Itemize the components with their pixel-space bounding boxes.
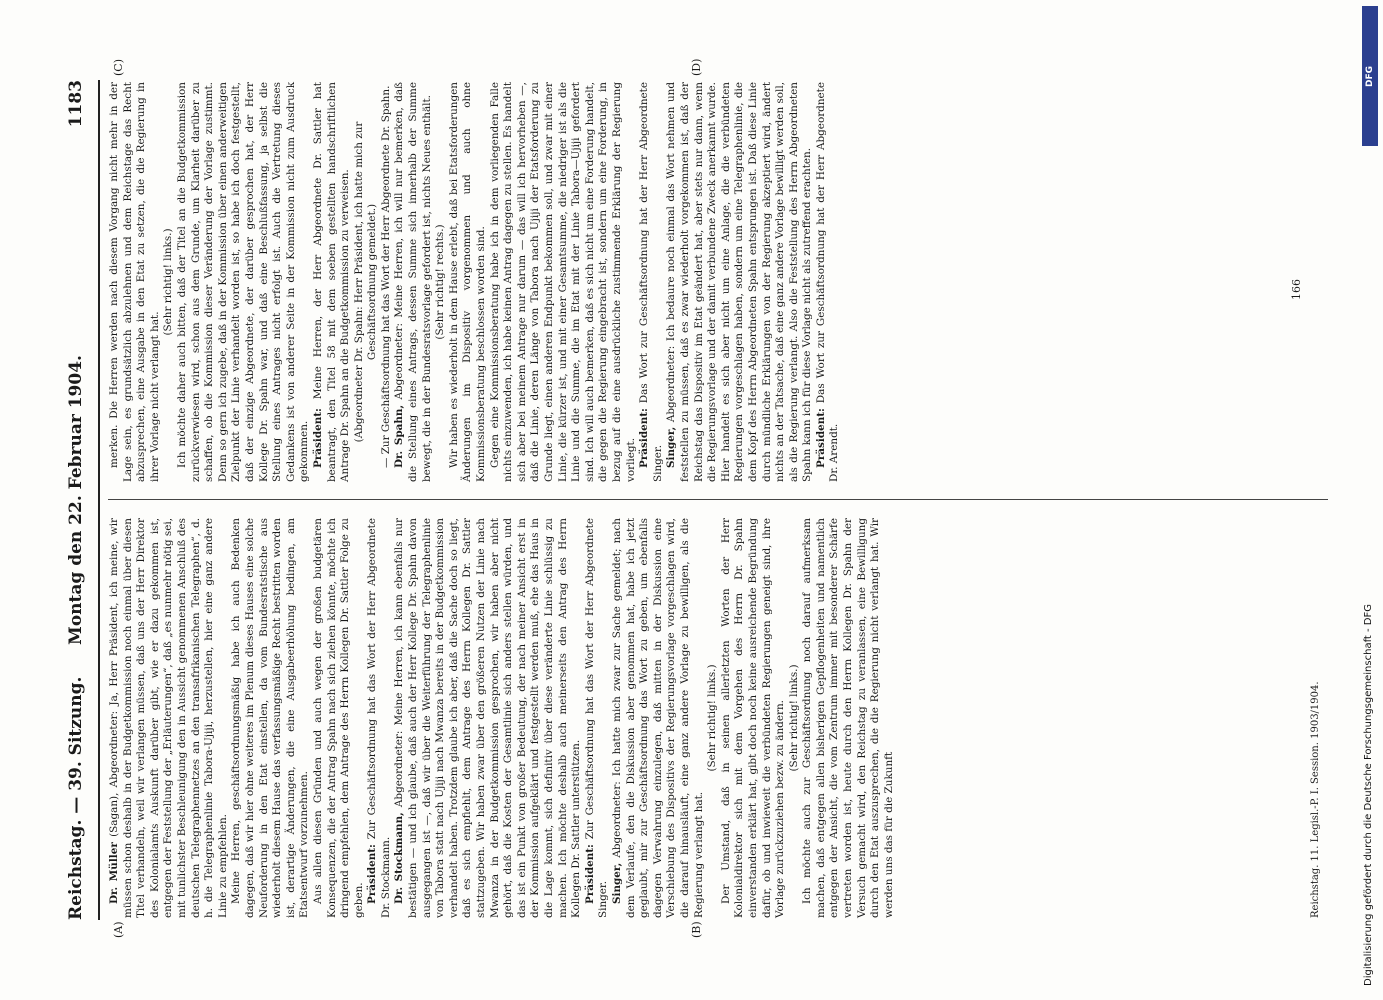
paragraph-text: (Sehr richtig! links.) bbox=[162, 228, 175, 336]
paragraph-text: Das Wort zur Geschäftsordnung hat der Herr Abgeordnete Dr. Arendt. bbox=[814, 82, 841, 482]
speaker-name: Dr. Spahn, bbox=[393, 404, 406, 468]
paragraph-text: Abgeordneter: Ich bedaure noch einmal das Wort nehmen und feststellen zu müssen, daß es zwar wiederholt vorgekommen ist, daß der Reichstag das Dispositiv im Etat geändert hat, aber stets nur dann, wenn die Regierungsvorlage und der damit verbundene Zweck anerkannt wurde. Hier handelt es sich aber nicht um eine Anlage, die die verbündeten Regierungen vorgeschlagen haben, sondern um eine Telegraphenlinie, die dem Kopf des Herrn Abgeordneten Spahn entsprungen ist. Daß diese Linie durch mündliche Erklärungen von der Regierung akzeptiert wird, ändert nichts an der Tatsache, daß eine ganz andere Vorlage bewilligt werden soll, als die Regierung verlangt. Also die Feststellung des Herrn Abgeordneten Spahn kann ich für diese Vorlage nicht als zutreffend erachten. bbox=[665, 82, 814, 482]
paragraph bbox=[393, 518, 583, 918]
signature-number: 166 bbox=[1290, 279, 1303, 300]
header-date: Montag den 22. Februar 1904. bbox=[66, 355, 86, 645]
paragraph bbox=[665, 82, 815, 482]
paragraph bbox=[448, 82, 489, 482]
paragraph bbox=[312, 518, 366, 918]
paragraph bbox=[366, 518, 393, 918]
paragraph-text: Meine Herren, der Herr Abgeordnete Dr. Sattler hat beantragt, den Titel 58 mit dem soeben gestellten handschriftlichen Antrage Dr. Spahn an die Budgetkommission zu verweisen. bbox=[311, 82, 352, 482]
header-page-number: 1183 bbox=[66, 80, 86, 128]
paragraph-text: Abgeordneter: Meine Herren, ich will nur bemerken, daß die Stellung eines Antrags, dessen Summe sich innerhalb der Summe bewegt, die in der Bundesratsvorlage gefordert ist, nichts Neues enthält. bbox=[393, 81, 433, 482]
paragraph-text: Ich möchte daher auch bitten, daß der Titel an die Budgetkommission zurückverwiesen wird, schon aus dem Grunde, um Klarheit darüber zu schaffen, ob die Kommission dieser Veränderung der Vorlage zustimmt. Denn so gern ich zugebe, daß in der Kommission über einen anderweitigen Zielpunkt der Linie verhandelt worden ist, so habe ich doch festgestellt, daß der einzige Abgeordnete, der darüber gesprochen hat, der Herr Kollege Dr. Spahn war, und daß eine Beschlußfassung, ja selbst die Stellung eines Antrages nicht erfolgt ist. Auch die Vertretung dieses Gedankens ist von anderer Seite in der Kommission nicht zum Ausdruck gekommen. bbox=[175, 82, 311, 482]
speaker-name: Dr. Stockmann, bbox=[393, 812, 406, 904]
paragraph bbox=[434, 82, 448, 482]
paragraph bbox=[353, 82, 380, 482]
paragraph bbox=[162, 82, 176, 482]
paragraph bbox=[230, 518, 312, 918]
paragraph bbox=[393, 82, 434, 482]
paragraph-text: Ich möchte auch zur Geschäftsordnung noch darauf aufmerksam machen, daß entgegen allen bisherigen Gepflogenheiten und namentlich entgegen der Ansicht, die vom Zentrum immer mit besonderer Schärfe vertreten worden ist, heute durch den Herrn Kollegen Dr. Spahn der Versuch gemacht wird, den Reichstag zu veranlassen, eine Bewilligung durch den Etat auszusprechen, die die Regierung nicht verlangt hat. Wir werden uns das für die Zukunft bbox=[801, 518, 895, 918]
paragraph bbox=[176, 82, 312, 482]
paragraph bbox=[489, 82, 639, 482]
speaker-name: Singer, bbox=[610, 862, 623, 904]
column-rule bbox=[108, 499, 1328, 500]
paragraph-text: (Abgeordneter Dr. Spahn: Herr Präsident, ich hatte mich zur Geschäftsordnung gemeldet.) bbox=[352, 121, 379, 443]
paragraph-text: Das Wort zur Geschäftsordnung hat der Herr Abgeordnete Singer. bbox=[638, 82, 664, 482]
speaker-name: Präsident: bbox=[814, 408, 827, 468]
paragraph-text: Der Umstand, daß in seinen allerletzten Worten der Herr Kolonialdirektor sich mit dem Vorgehen des Herrn Dr. Spahn einverstanden erklärt hat, gibt doch noch keine ausreichende Begründung dafür, ob und inwieweit die verbündeten Regierungen geneigt sind, ihre Vorlage zurückzuziehen bezw. zu ändern. bbox=[719, 518, 787, 918]
speaker-name: Singer, bbox=[665, 426, 678, 468]
speaker-name: Präsident: bbox=[583, 844, 596, 904]
paragraph-text: Wir haben es wiederholt in dem Hause erlebt, daß bei Etatsforderungen Änderungen im Dispositiv vorgenommen und auch ohne Kommissionsberatung beschlossen worden sind. bbox=[447, 82, 488, 482]
margin-letter-a: (A) bbox=[112, 921, 125, 938]
paragraph bbox=[801, 518, 896, 918]
paragraph bbox=[108, 82, 162, 482]
dfg-logo: DFG bbox=[1362, 6, 1378, 146]
margin-letter-d: (D) bbox=[690, 58, 703, 76]
paragraph-text: (Sehr richtig! rechts.) bbox=[434, 224, 447, 340]
speaker-name: Präsident: bbox=[311, 408, 324, 468]
paragraph bbox=[720, 518, 788, 918]
paragraph bbox=[611, 518, 706, 918]
paragraph-text: Abgeordneter: Meine Herren, ich kann ebenfalls nur bestätigen — und ich glaube, daß auch der Herr Kollege Dr. Spahn davon ausgegangen ist —, daß wir über die Weiterführung der Telegraphenlinie von Tabora statt nach Ujiji nach Mwanza bereits in der Budgetkommission verhandelt haben. Trotzdem glaube ich aber, daß die Sache doch so liegt, daß es sich empfiehlt, dem Antrage des Herrn Kollegen Dr. Sattler stattzugeben. Wir haben zwar über den größeren Nutzen der Linie nach Mwanza in der Budgetkommission gesprochen, wir haben aber nicht gehört, daß die Kosten der Gesamtlinie sich anders stellen würden, und das ist ein Punkt von großer Bedeutung, der nach meiner Ansicht erst in der Kommission aufgeklärt und festgestellt werden muß, ehe das Haus in die Lage kommt, sich definitiv über diese veränderte Linie schlüssig zu machen. Ich möchte deshalb auch meinerseits den Antrag des Herrn Kollegen Dr. Sattler unterstützen. bbox=[393, 517, 583, 918]
credit-text: Digitalisierung gefördert durch die Deutsche Forschungsgemeinschaft - DFG bbox=[1363, 603, 1374, 986]
header-left: Reichstag. — 39. Sitzung. bbox=[66, 676, 86, 920]
paragraph bbox=[815, 82, 842, 482]
paragraph-text: Abgeordneter: Ich hatte mich zwar zur Sache gemeldet; nach dem Verlaufe, den die Diskussion aber genommen hat, habe ich jetzt geglaubt, mir zur Geschäftsordnung das Wort zu geben, um ebenfalls dagegen Verwahrung einzulegen, daß mitten in der Diskussion eine Verschiebung des Dispositivs der Regierungsvorlage vorgeschlagen wird, die darauf hinausläuft, eine ganz andere Vorlage zu bewilligen, als die Regierung verlangt hat. bbox=[610, 518, 705, 918]
paragraph-text: Gegen eine Kommissionsberatung habe ich in dem vorliegenden Falle nichts einzuwenden, ich habe keinen Antrag dagegen zu stellen. Es handelt sich aber bei meinem Antrage nur darum — das will ich hervorheben —, daß die Linie, deren Länge von Tabora nach Ujiji der Etatsforderung zu Grunde liegt, einen anderen Endpunkt bekommen soll, und zwar mit einer Linie, die kürzer ist, und mit einer Gesamtsumme, die niedriger ist als die Linie und die Summe, die im Etat mit der Linie Tabora—Ujiji gefordert sind. Ich will auch bemerken, daß es sich nicht um eine Forderung handelt, die gegen die Regierung eingebracht ist, sondern um eine Forderung, in bezug auf die eine ausdrückliche zustimmende Erklärung der Regierung vorliegt. bbox=[488, 82, 637, 482]
paragraph-text: Zur Geschäftsordnung hat das Wort der Herr Abgeordnete Singer. bbox=[583, 517, 610, 918]
left-column bbox=[108, 518, 896, 918]
paragraph-text: — Zur Geschäftsordnung hat das Wort der Herr Abgeordnete Dr. Spahn. bbox=[379, 85, 392, 468]
paragraph bbox=[312, 82, 353, 482]
speaker-name: Präsident: bbox=[638, 408, 651, 468]
paragraph-text: Aus allen diesen Gründen und auch wegen der großen budgetären Konsequenzen, die der Antrag Spahn nach sich ziehen könnte, möchte ich dringend empfehlen, dem Antrage des Herrn Kollegen Dr. Sattler Folge zu geben. bbox=[311, 518, 365, 918]
paragraph-text: (Sagan), Abgeordneter: Ja, Herr Präsident, ich meine, wir müssen schon deshalb in der Budgetkommission noch einmal über diesen Titel verhandeln, weil wir verlangen müssen, daß uns der Herr Direktor des Kolonialamts Auskunft darüber gibt, wie er dazu gekommen ist, entgegen der Feststellung der „Erläuterungen“, daß „es nunmehr nötig sei, mit tunlichster Beschleunigung den in Aussicht genommenen Anschluß des deutschen Telegraphennetzes an den transafrikanischen Telegraphen“, d. h. die Telegraphenlinie Tabora-Ujiji, herzustellen, hier eine ganz andere Linie zu empfehlen. bbox=[108, 518, 229, 918]
paragraph bbox=[584, 518, 611, 918]
paragraph-text: Zur Geschäftsordnung hat das Wort der Herr Abgeordnete Dr. Stockmann. bbox=[366, 517, 392, 918]
paragraph bbox=[108, 518, 230, 918]
margin-letter-c: (C) bbox=[112, 59, 125, 76]
header-rule bbox=[98, 80, 100, 920]
margin-letter-b: (B) bbox=[690, 921, 703, 938]
paragraph bbox=[380, 82, 394, 482]
paragraph-text: (Sehr richtig! links.) bbox=[706, 664, 719, 772]
right-column bbox=[108, 82, 842, 482]
paragraph-text: (Sehr richtig! links.) bbox=[787, 664, 800, 772]
paragraph-text: Meine Herren, geschäftsordnungsmäßig habe ich auch Bedenken dagegen, daß wir hier ohne weiteres im Plenum dieses Hauses eine solche Neuforderung in den Etat einstellen, da vom Bundesratstische aus wiederholt diesem Hause das verfassungsmäßige Recht bestritten worden ist, derartige Änderungen, die eine Ausgabeerhöhung bedingen, am Etatsentwurf vorzunehmen. bbox=[230, 518, 311, 918]
page-header bbox=[60, 80, 94, 920]
page-footer: Reichstag. 11. Legisl.-P. I. Session. 1903/1904. bbox=[1310, 681, 1321, 918]
digitization-credit bbox=[1363, 6, 1377, 994]
speaker-name: Präsident: bbox=[366, 844, 379, 904]
paragraph-text: merken. Die Herren werden nach diesem Vorgang nicht mehr in der Lage sein, es grundsätzlich abzulehnen und dem Reichstage das Recht abzusprechen, eine Ausgabe in den Etat zu setzen, die die Regierung in ihrer Vorlage nicht verlangt hat. bbox=[108, 82, 161, 482]
paragraph bbox=[788, 518, 802, 918]
speaker-name: Dr. Müller bbox=[108, 842, 120, 904]
paragraph bbox=[638, 82, 665, 482]
paragraph bbox=[706, 518, 720, 918]
